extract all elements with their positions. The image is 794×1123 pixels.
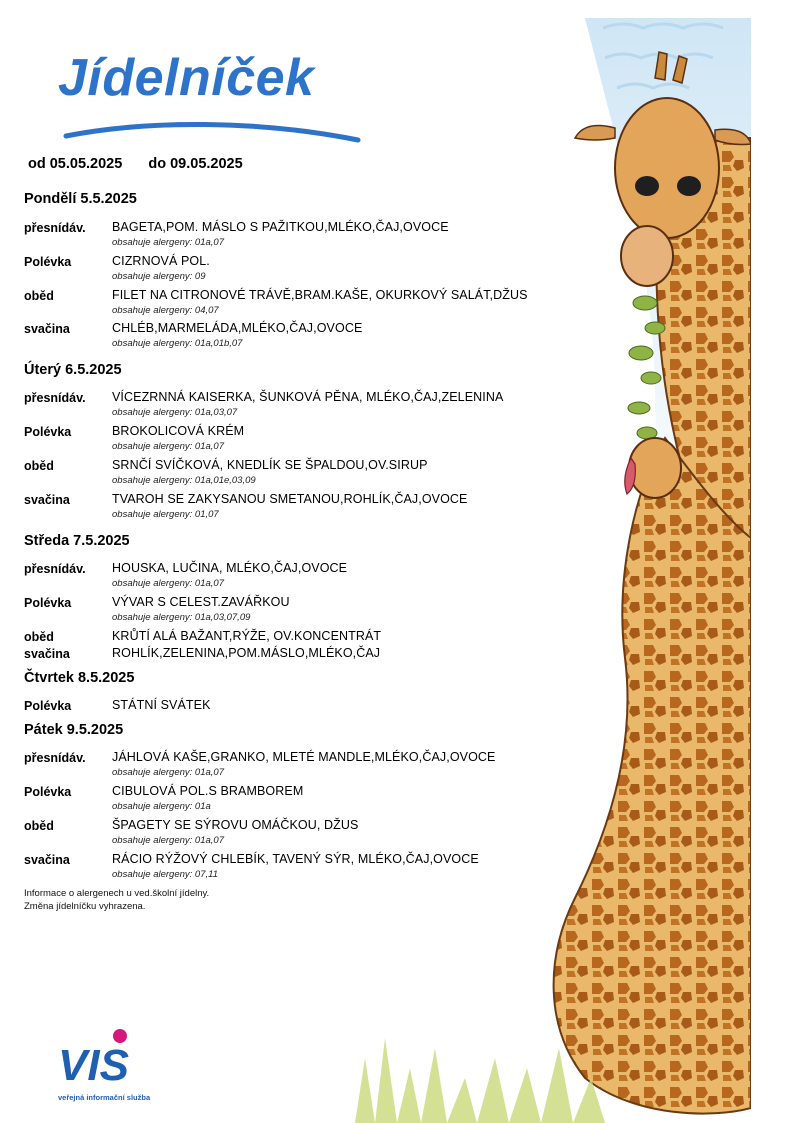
allergen-note: obsahuje alergeny: 01a,07: [112, 578, 224, 589]
meal-label: svačina: [24, 322, 70, 336]
meal-text: CHLÉB,MARMELÁDA,MLÉKO,ČAJ,OVOCE: [112, 321, 363, 335]
allergen-note: obsahuje alergeny: 01a,01e,03,09: [112, 475, 256, 486]
meal-text: BROKOLICOVÁ KRÉM: [112, 424, 245, 438]
allergen-note: obsahuje alergeny: 01a,07: [112, 835, 224, 846]
vis-logo-mark: [56, 1028, 176, 1108]
allergen-note: obsahuje alergeny: 01a,03,07: [112, 407, 238, 418]
title-swoosh: [58, 48, 368, 148]
allergen-note: obsahuje alergeny: 07,11: [112, 869, 218, 880]
allergen-note: obsahuje alergeny: 01a,07: [112, 441, 224, 452]
meal-text: TVAROH SE ZAKYSANOU SMETANOU,ROHLÍK,ČAJ,OVOCE: [112, 492, 468, 506]
meal-label: Polévka: [24, 425, 72, 439]
meal-text: CIBULOVÁ POL.S BRAMBOREM: [112, 784, 304, 798]
allergen-note: obsahuje alergeny: 01a,03,07,09: [112, 612, 251, 623]
meal-label: Polévka: [24, 255, 72, 269]
meal-label: oběd: [24, 459, 54, 473]
vis-logo-tagline: veřejná informační služba: [58, 1093, 151, 1102]
meal-label: přesnídáv.: [24, 221, 86, 235]
giraffe-illustration: [355, 18, 751, 1123]
meal-label: oběd: [24, 630, 54, 644]
meal-text: VÍCEZRNNÁ KAISERKA, ŠUNKOVÁ PĚNA, MLÉKO,ČAJ,ZELENINA: [112, 390, 504, 404]
meal-label: přesnídáv.: [24, 751, 86, 765]
meal-text: VÝVAR S CELEST.ZAVÁŘKOU: [112, 595, 290, 609]
allergen-note: obsahuje alergeny: 01a: [112, 801, 211, 812]
meal-label: přesnídáv.: [24, 391, 86, 405]
allergen-note: obsahuje alergeny: 01,07: [112, 509, 219, 520]
meal-text: HOUSKA, LUČINA, MLÉKO,ČAJ,OVOCE: [112, 561, 348, 575]
allergen-note: obsahuje alergeny: 09: [112, 271, 206, 282]
meal-text: CIZRNOVÁ POL.: [112, 254, 210, 268]
meal-label: svačina: [24, 853, 70, 867]
vis-logo-text: VIS: [58, 1041, 129, 1090]
meal-text: STÁTNÍ SVÁTEK: [112, 698, 211, 712]
day-heading: Pondělí 5.5.2025: [24, 191, 137, 207]
meal-label: přesnídáv.: [24, 562, 86, 576]
allergen-note: obsahuje alergeny: 01a,07: [112, 767, 224, 778]
day-heading: Úterý 6.5.2025: [24, 362, 122, 378]
meal-label: oběd: [24, 289, 54, 303]
page-title: Jídelníček: [58, 49, 315, 107]
meal-label: Polévka: [24, 785, 72, 799]
date-range: [28, 156, 265, 172]
meal-text: SRNČÍ SVÍČKOVÁ, KNEDLÍK SE ŠPALDOU,OV.SIRUP: [112, 458, 428, 472]
meal-text: FILET NA CITRONOVÉ TRÁVĚ,BRAM.KAŠE, OKURKOVÝ SALÁT,DŽUS: [112, 288, 528, 302]
meal-label: svačina: [24, 647, 70, 661]
meal-label: svačina: [24, 493, 70, 507]
allergen-note: obsahuje alergeny: 01a,07: [112, 237, 224, 248]
meal-text: JÁHLOVÁ KAŠE,GRANKO, MLETÉ MANDLE,MLÉKO,ČAJ,OVOCE: [112, 750, 496, 764]
allergen-note: obsahuje alergeny: 01a,01b,07: [112, 338, 243, 349]
date-to: do 09.05.2025: [148, 156, 243, 172]
menu-change-note: Změna jídelníčku vyhrazena.: [24, 901, 146, 912]
allergen-info-note: Informace o alergenech u ved.školní jídelny.: [24, 888, 210, 899]
day-heading: Čtvrtek 8.5.2025: [24, 670, 135, 686]
date-from: od 05.05.2025: [28, 156, 123, 172]
day-heading: Pátek 9.5.2025: [24, 722, 124, 738]
meal-text: ŠPAGETY SE SÝROVU OMÁČKOU, DŽUS: [112, 818, 359, 832]
meal-text: RÁCIO RÝŽOVÝ CHLEBÍK, TAVENÝ SÝR, MLÉKO,ČAJ,OVOCE: [112, 852, 479, 866]
meal-label: Polévka: [24, 596, 72, 610]
meal-text: ROHLÍK,ZELENINA,POM.MÁSLO,MLÉKO,ČAJ: [112, 646, 381, 660]
meal-text: BAGETA,POM. MÁSLO S PAŽITKOU,MLÉKO,ČAJ,OVOCE: [112, 220, 449, 234]
day-heading: Středa 7.5.2025: [24, 533, 130, 549]
meal-label: oběd: [24, 819, 54, 833]
meal-label: Polévka: [24, 699, 72, 713]
vis-logo: [56, 1028, 176, 1108]
meal-text: KRŮTÍ ALÁ BAŽANT,RÝŽE, OV.KONCENTRÁT: [112, 629, 382, 643]
allergen-note: obsahuje alergeny: 04,07: [112, 305, 219, 316]
menu-title-logo: [58, 48, 368, 148]
